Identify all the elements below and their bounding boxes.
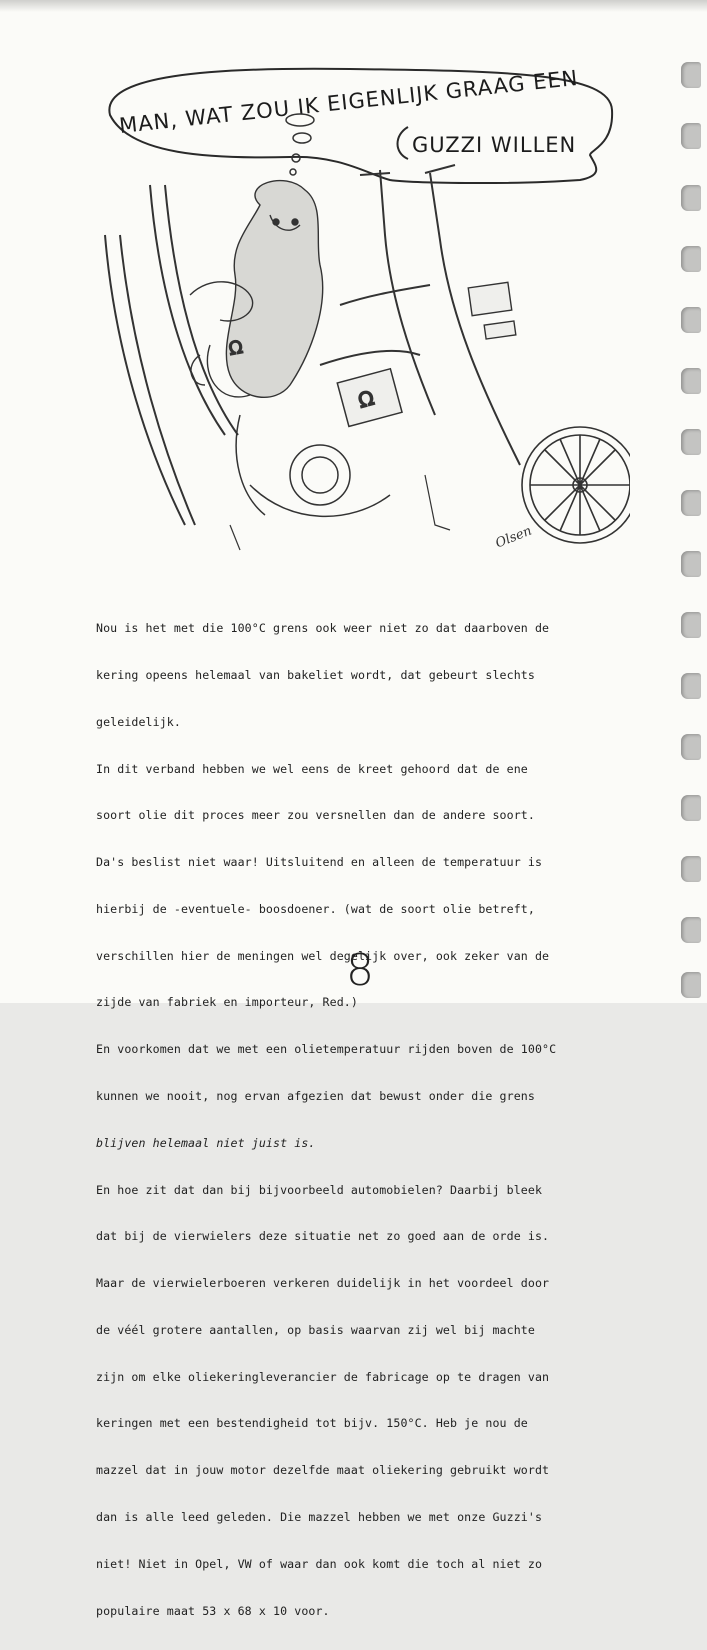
svg-text:Ω: Ω (227, 336, 245, 360)
text-line: dat bij de vierwielers deze situatie net zo goed aan de orde is. (96, 1229, 550, 1244)
text-line: kering opeens helemaal van bakeliet wordt, dat gebeurt slechts (96, 667, 535, 682)
binder-hole (681, 612, 701, 638)
text-line: En hoe zit dat dan bij bijvoorbeeld automobielen? Daarbij bleek (96, 1182, 543, 1197)
text-line: Nou is het met die 100°C grens ook weer niet zo dat daarboven de (96, 621, 550, 636)
text-line: populaire maat 53 x 68 x 10 voor. (96, 1603, 330, 1618)
binder-hole (681, 734, 701, 760)
text-line: hierbij de -eventuele- boosdoener. (wat de soort olie betreft, (96, 901, 535, 916)
binder-hole (681, 490, 701, 516)
text-line: En voorkomen dat we met een olietemperatuur rijden boven de 100°C (96, 1042, 557, 1057)
text-line: zijn om elke oliekeringleverancier de fabricage op te dragen van (96, 1369, 550, 1384)
page-number: 8 (346, 945, 374, 996)
binder-hole (681, 307, 701, 333)
svg-text:Ω: Ω (355, 385, 377, 413)
binder-hole (681, 795, 701, 821)
artist-signature: Olsen (493, 523, 535, 552)
text-line: keringen met een bestendigheid tot bijv. 150°C. Heb je nou de (96, 1416, 528, 1431)
article-text (96, 590, 656, 1650)
text-line: blijven helemaal niet juist is. (96, 1135, 316, 1150)
guzzi-bracket (398, 127, 409, 159)
text-line: Maar de vierwielerboeren verkeren duidelijk in het voordeel door (96, 1276, 550, 1291)
text-line: geleidelijk. (96, 714, 181, 729)
speech-text-line1: MAN, WAT ZOU IK EIGENLIJK GRAAG EEN (118, 65, 580, 138)
thought-bubbles (286, 114, 314, 175)
text-line: kunnen we nooit, nog ervan afgezien dat bewust onder die grens (96, 1089, 535, 1103)
text-line: zijde van fabriek en importeur, Red.) (96, 995, 358, 1010)
binder-hole (681, 673, 701, 699)
text-line: soort olie dit proces meer zou versnellen dan de andere soort. (96, 808, 535, 823)
binder-hole (681, 123, 701, 149)
front-wheel (522, 427, 630, 543)
binder-hole (681, 246, 701, 272)
text-line: mazzel dat in jouw motor dezelfde maat oliekering gebruikt wordt (96, 1463, 550, 1478)
binder-hole (681, 62, 701, 88)
binder-hole (681, 429, 701, 455)
binder-hole (681, 185, 701, 211)
rider-figure (190, 181, 323, 398)
binder-hole (681, 551, 701, 577)
text-line: dan is alle leed geleden. Die mazzel hebben we met onze Guzzi's (96, 1510, 543, 1525)
chopper-cartoon (90, 55, 630, 575)
binder-hole (681, 368, 701, 394)
binder-hole (681, 917, 701, 943)
binder-hole (681, 972, 701, 998)
binder-hole (681, 856, 701, 882)
text-line: de véél grotere aantallen, op basis waarvan zij wel bij machte (96, 1322, 535, 1337)
speech-text-line2: GUZZI WILLEN (412, 133, 577, 157)
binder-holes (667, 0, 707, 1003)
page-top-edge (0, 0, 707, 12)
text-line: verschillen hier de meningen wel degelijk over, ook zeker van de (96, 948, 550, 963)
text-line: Da's beslist niet waar! Uitsluitend en alleen de temperatuur is (96, 855, 543, 870)
headlight (468, 282, 516, 339)
text-line: In dit verband hebben we wel eens de kreet gehoord dat de ene (96, 761, 528, 776)
text-line: niet! Niet in Opel, VW of waar dan ook komt die toch al niet zo (96, 1556, 543, 1571)
